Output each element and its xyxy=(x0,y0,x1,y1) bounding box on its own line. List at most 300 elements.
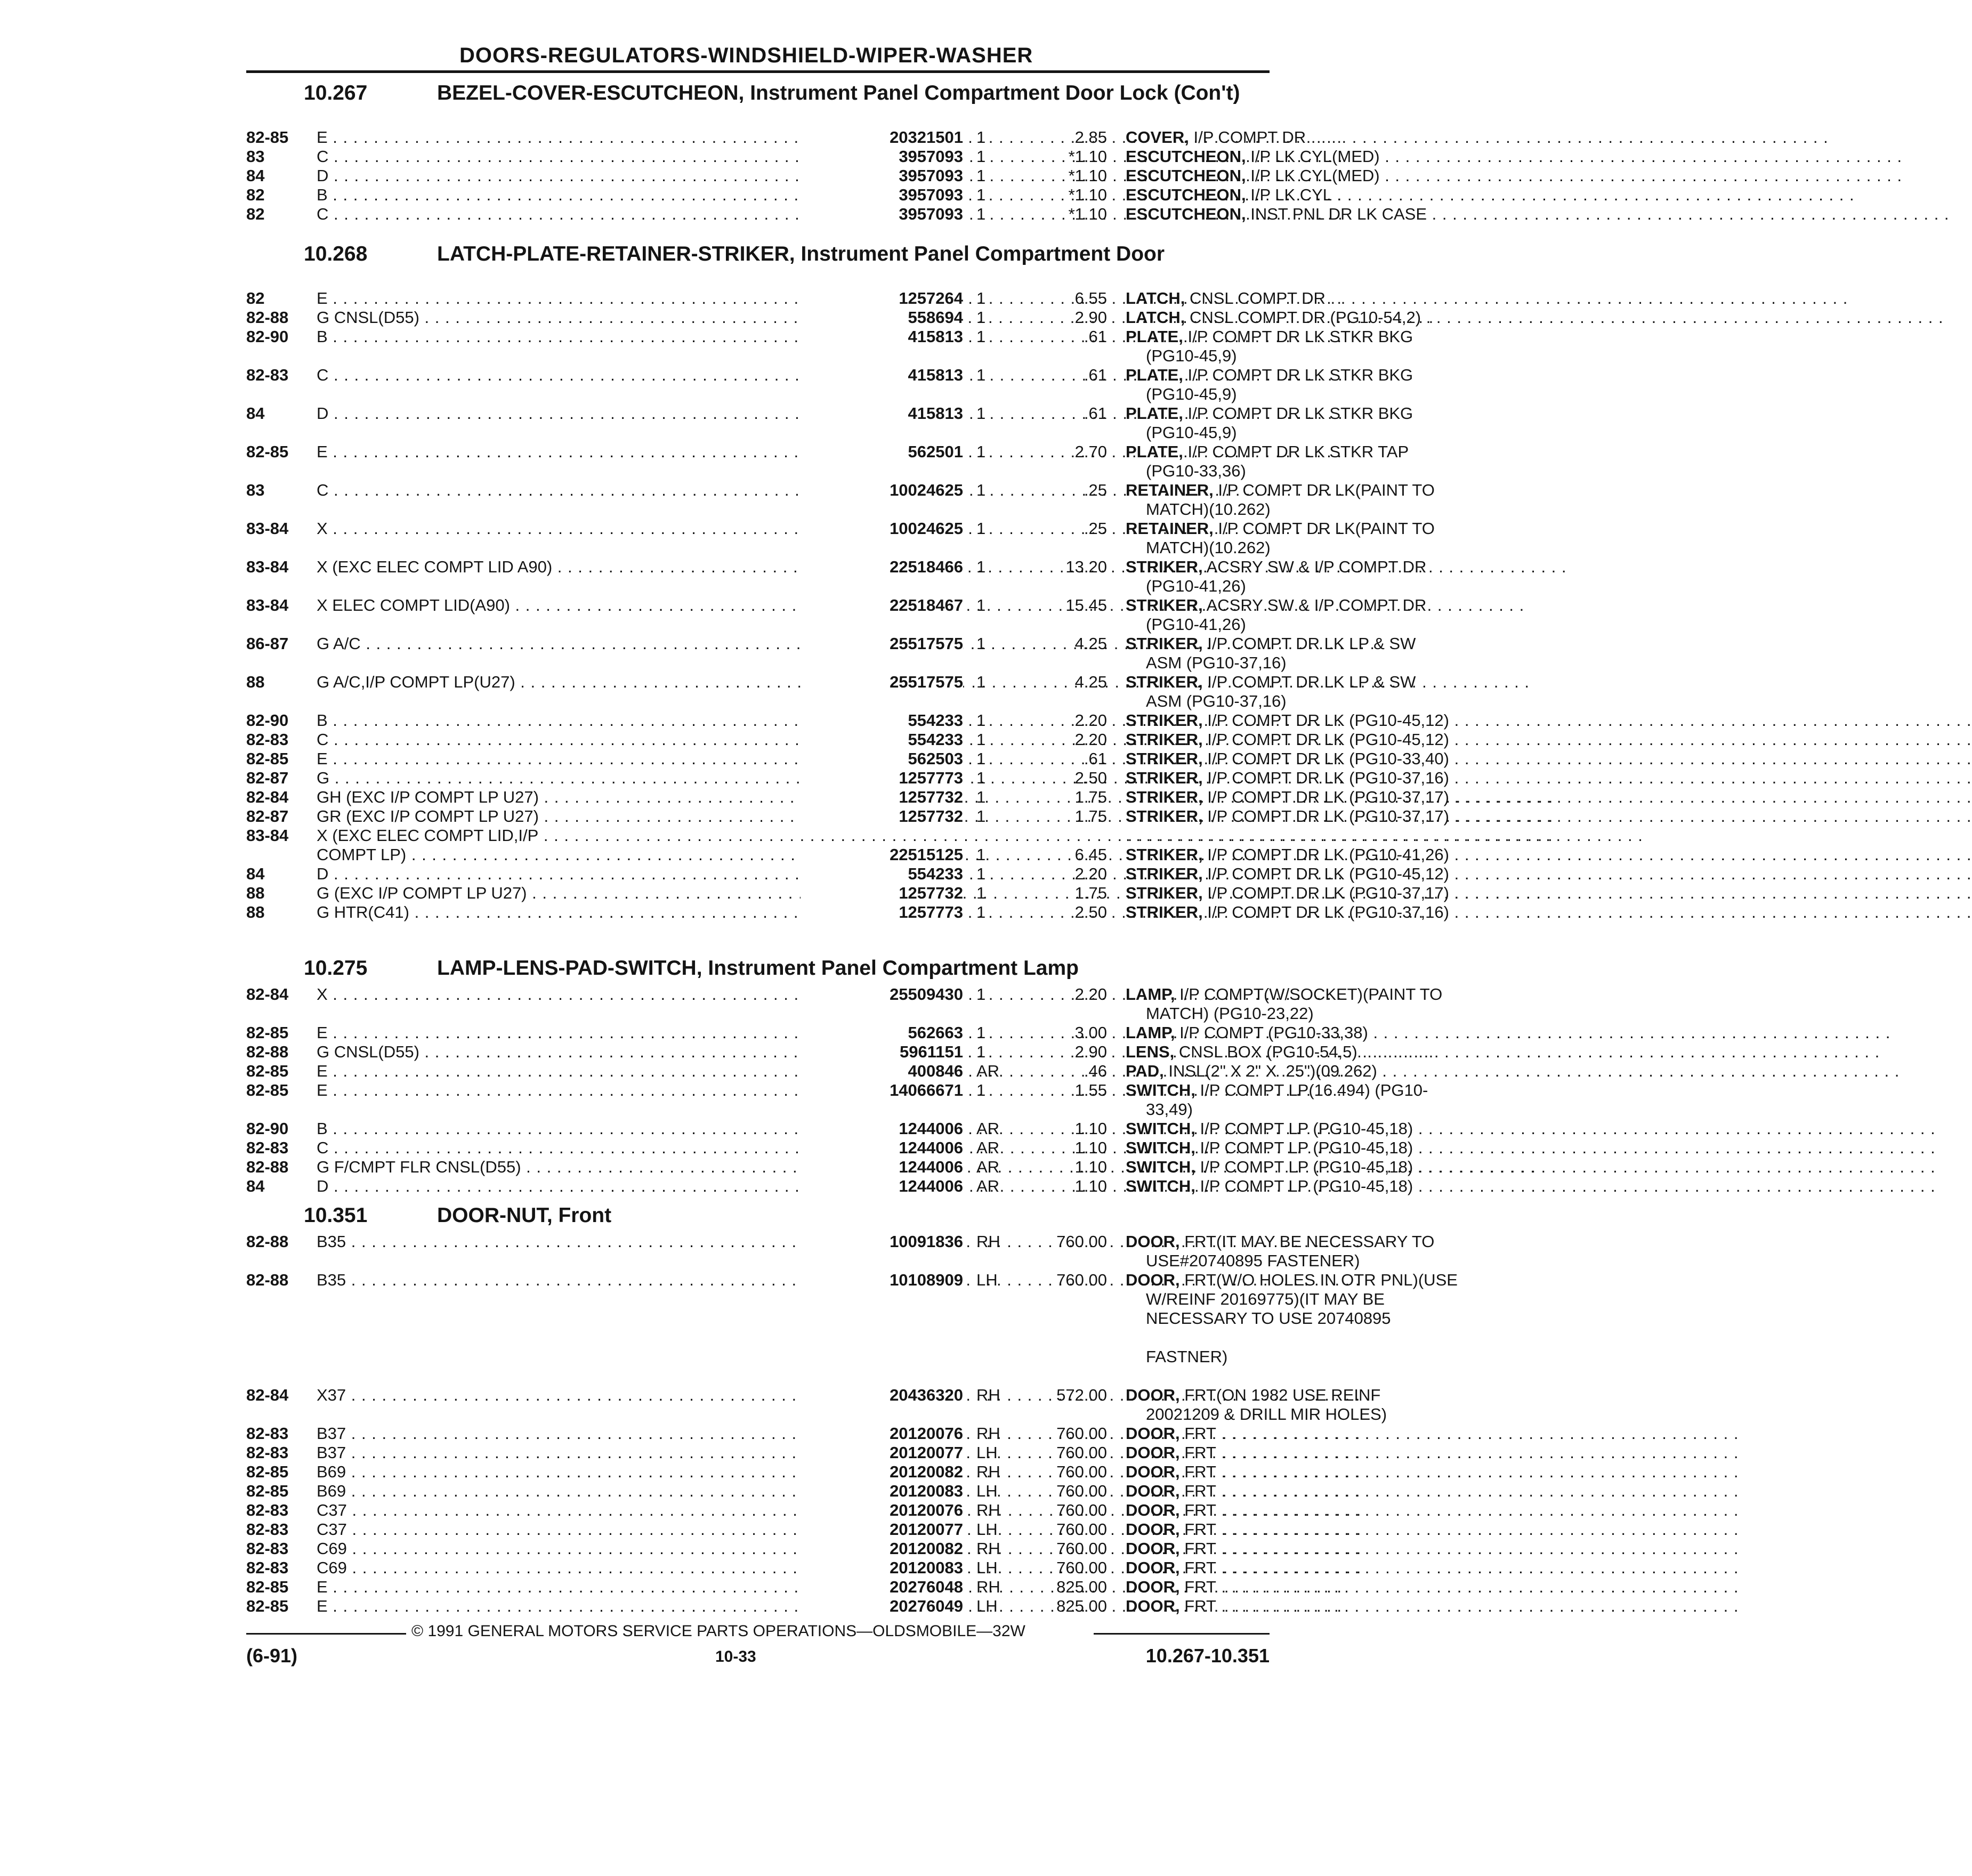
description-text: DOOR, FRT(W/O HOLES IN OTR PNL)(USE xyxy=(1126,1271,1458,1289)
part-description xyxy=(1126,673,1515,711)
description-text: SWITCH, I/P COMPT LP (PG10-45,18) xyxy=(1126,1138,1413,1157)
parts-row xyxy=(246,147,1380,166)
quantity: RH xyxy=(976,1501,1000,1519)
part-number: 1244006 xyxy=(801,1177,963,1196)
quantity: AR xyxy=(976,1119,1000,1138)
part-description xyxy=(1126,1138,1515,1158)
series-code: B37 . . . xyxy=(317,1443,843,1462)
description-text: DOOR, FRT(ON 1982 USE REINF xyxy=(1126,1386,1381,1404)
price: 1.75 xyxy=(1074,884,1107,902)
model-year: 82-83 xyxy=(246,1501,289,1519)
description-continued: MATCH) (PG10-23,22) xyxy=(1146,1004,1314,1023)
parts-row xyxy=(246,730,1449,749)
part-description xyxy=(1126,884,1515,903)
description-text: LATCH, CNSL COMPT DR (PG10-54,2) xyxy=(1126,308,1421,327)
price: .61 xyxy=(1084,404,1107,423)
quantity: 1 xyxy=(976,205,986,223)
description-continued: MATCH)(10.262) xyxy=(1146,500,1271,519)
parts-row xyxy=(246,1023,1368,1042)
price: 572.00 xyxy=(1056,1386,1107,1404)
parts-row xyxy=(246,519,1435,557)
footer-section-range: 10.267-10.351 xyxy=(1145,1645,1270,1667)
part-description xyxy=(1126,596,1515,634)
quantity: 1 xyxy=(976,481,986,499)
part-number: 14066671 xyxy=(801,1081,963,1100)
series-code: B . . . xyxy=(317,185,843,205)
quantity: RH xyxy=(976,1424,1000,1443)
part-number: 20120076 xyxy=(801,1501,963,1520)
price: 13.20 xyxy=(1065,557,1107,576)
series-code: E . . . xyxy=(317,128,843,147)
part-description xyxy=(1126,788,1515,807)
part-description xyxy=(1126,1062,1515,1081)
quantity: RH xyxy=(976,1462,1000,1481)
series-code: E . . . xyxy=(317,1578,843,1597)
part-description xyxy=(1126,404,1515,442)
series-code: C37 . . . xyxy=(317,1501,843,1520)
series-code: E . . . xyxy=(317,1081,843,1100)
parts-row xyxy=(246,1177,1413,1196)
part-description xyxy=(1126,769,1515,788)
series-code: E . . . xyxy=(317,1062,843,1081)
price: 2.85 xyxy=(1074,128,1107,147)
parts-row xyxy=(246,769,1449,788)
model-year: 82-88 xyxy=(246,1271,289,1289)
model-year: 88 xyxy=(246,673,265,691)
parts-row xyxy=(246,1138,1413,1158)
price: 760.00 xyxy=(1056,1482,1107,1500)
model-year: 82-83 xyxy=(246,1558,289,1577)
description-continued: ASM (PG10-37,16) xyxy=(1146,653,1287,672)
page-footer xyxy=(246,1620,1270,1695)
price: 1.75 xyxy=(1074,807,1107,826)
model-year: 82 xyxy=(246,289,265,308)
model-year: 82-83 xyxy=(246,366,289,384)
part-number: 1257264 xyxy=(801,289,963,308)
model-year: 82-83 xyxy=(246,1138,289,1157)
price: 6.55 xyxy=(1074,289,1107,308)
part-description xyxy=(1126,289,1515,308)
model-year: 82-83 xyxy=(246,1443,289,1462)
series-code: C69 . . . xyxy=(317,1558,843,1578)
series-code: E . . . xyxy=(317,442,843,462)
part-number: 1257732 xyxy=(801,807,963,826)
parts-row xyxy=(246,1482,1270,1501)
parts-row xyxy=(246,673,1416,711)
quantity: 1 xyxy=(976,749,986,768)
part-description xyxy=(1126,807,1515,826)
description-text: PLATE, I/P COMPT DR LK STKR BKG xyxy=(1126,366,1413,384)
description-text: STRIKER, I/P COMPT DR LK (PG10-33,40) xyxy=(1126,749,1449,768)
description-text: STRIKER, I/P COMPT DR LK LP & SW xyxy=(1126,673,1416,691)
part-number: 10024625 xyxy=(801,481,963,500)
part-description xyxy=(1126,1501,1515,1520)
quantity: 1 xyxy=(976,404,986,423)
description-text: DOOR, FRT xyxy=(1126,1443,1216,1462)
part-number: 22515125 xyxy=(801,845,963,864)
part-description xyxy=(1126,730,1515,749)
description-text: PLATE, I/P COMPT DR LK STKR BKG xyxy=(1126,327,1413,346)
footer-rule-left xyxy=(246,1633,406,1635)
model-year: 82-87 xyxy=(246,807,289,826)
description-text: ESCUTCHEON, I/P LK CYL xyxy=(1126,185,1332,204)
part-number: 20276048 xyxy=(801,1578,963,1597)
series-code: C . . . xyxy=(317,481,843,500)
price: 2.20 xyxy=(1074,711,1107,730)
section-heading xyxy=(304,84,1284,127)
part-number: 558694 xyxy=(801,308,963,327)
quantity: 1 xyxy=(976,166,986,185)
part-number: 20120076 xyxy=(801,1424,963,1443)
series-code: E . . . xyxy=(317,749,843,769)
parts-row xyxy=(246,289,1326,308)
description-text: STRIKER, I/P COMPT DR LK (PG10-37,16) xyxy=(1126,903,1449,921)
part-number: 3957093 xyxy=(801,166,963,185)
model-year: 83-84 xyxy=(246,519,289,538)
parts-row xyxy=(246,845,1449,864)
part-number: 3957093 xyxy=(801,147,963,166)
parts-row xyxy=(246,1520,1270,1539)
part-number: 1244006 xyxy=(801,1119,963,1138)
quantity: 1 xyxy=(976,985,986,1004)
quantity: RH xyxy=(976,1386,1000,1404)
part-description xyxy=(1126,128,1515,147)
part-number: 25509430 xyxy=(801,985,963,1004)
parts-row xyxy=(246,1158,1413,1177)
part-description xyxy=(1126,826,1515,845)
description-text: DOOR, FRT xyxy=(1126,1424,1216,1443)
series-code: G . . . xyxy=(317,769,843,788)
description-text: LAMP, I/P COMPT(W/SOCKET)(PAINT TO xyxy=(1126,985,1443,1004)
part-description xyxy=(1126,557,1515,596)
parts-row xyxy=(246,1062,1377,1081)
quantity: 1 xyxy=(976,1023,986,1042)
part-number: 20321501 xyxy=(801,128,963,147)
model-year: 82-83 xyxy=(246,730,289,749)
series-code: C . . . xyxy=(317,1138,843,1158)
quantity: LH xyxy=(976,1520,998,1539)
parts-row xyxy=(246,711,1449,730)
model-year: 83-84 xyxy=(246,826,289,845)
description-text: STRIKER, ACSRY SW & I/P COMPT DR xyxy=(1126,596,1427,614)
model-year: 82-90 xyxy=(246,711,289,730)
price: 760.00 xyxy=(1056,1520,1107,1539)
model-year: 82-84 xyxy=(246,1386,289,1404)
quantity: 1 xyxy=(976,185,986,204)
section-title: BEZEL-COVER-ESCUTCHEON, Instrument Panel Compartment Door Lock (Con't) xyxy=(437,82,1240,104)
model-year: 83 xyxy=(246,147,265,166)
quantity: 1 xyxy=(976,788,986,806)
description-text: ESCUTCHEON, I/P LK CYL(MED) xyxy=(1126,166,1380,185)
description-text: STRIKER, I/P COMPT DR LK (PG10-45,12) xyxy=(1126,730,1449,749)
description-text: STRIKER, I/P COMPT DR LK (PG10-45,12) xyxy=(1126,711,1449,730)
parts-row xyxy=(246,128,1306,147)
series-code: B37 . . . xyxy=(317,1424,843,1443)
part-number: 554233 xyxy=(801,730,963,749)
description-text: STRIKER, I/P COMPT DR LK (PG10-37,16) xyxy=(1126,769,1449,787)
part-number: 10091836 xyxy=(801,1232,963,1251)
part-description xyxy=(1126,147,1515,166)
quantity: 1 xyxy=(976,147,986,166)
quantity: 1 xyxy=(976,634,986,653)
price: 760.00 xyxy=(1056,1539,1107,1558)
series-code: B69 . . . xyxy=(317,1482,843,1501)
quantity: 1 xyxy=(976,308,986,327)
quantity: LH xyxy=(976,1443,998,1462)
series-code: C . . . xyxy=(317,205,843,224)
price: 760.00 xyxy=(1056,1271,1107,1289)
series-code: C37 . . . xyxy=(317,1520,843,1539)
series-code: X (EXC ELEC COMPT LID,I/P . . . xyxy=(317,826,843,845)
quantity: AR xyxy=(976,1062,1000,1080)
description-continued: MATCH)(10.262) xyxy=(1146,538,1271,557)
price: *1.10 xyxy=(1068,147,1107,166)
model-year: 84 xyxy=(246,864,265,883)
price: 2.20 xyxy=(1074,864,1107,883)
description-text: DOOR, FRT xyxy=(1126,1558,1216,1577)
price: 760.00 xyxy=(1056,1558,1107,1577)
description-text: STRIKER, I/P COMPT DR LK (PG10-37,17) xyxy=(1126,807,1449,826)
section-number: 10.275 xyxy=(304,957,368,980)
part-description xyxy=(1126,481,1515,519)
price: 2.50 xyxy=(1074,769,1107,787)
part-description xyxy=(1126,1232,1515,1271)
description-continued: NECESSARY TO USE 20740895 xyxy=(1146,1309,1391,1328)
description-text: SWITCH, I/P COMPT LP (PG10-45,18) xyxy=(1126,1119,1413,1138)
quantity: 1 xyxy=(976,442,986,461)
part-number: 20276049 xyxy=(801,1597,963,1616)
description-text: PLATE, I/P COMPT DR LK STKR BKG xyxy=(1126,404,1413,423)
series-code: G A/C,I/P COMPT LP(U27) . . . xyxy=(317,673,843,692)
price: 4.25 xyxy=(1074,634,1107,653)
part-description xyxy=(1126,1119,1515,1138)
part-number: 3957093 xyxy=(801,205,963,224)
part-description xyxy=(1126,1081,1515,1119)
series-code: C69 . . . xyxy=(317,1539,843,1558)
part-description xyxy=(1126,308,1515,327)
quantity: 1 xyxy=(976,903,986,921)
series-code: G CNSL(D55) . . . xyxy=(317,308,843,327)
footer-copyright: © 1991 GENERAL MOTORS SERVICE PARTS OPERATIONS—OLDSMOBILE—32W xyxy=(411,1622,1025,1640)
part-description xyxy=(1126,1347,1515,1386)
description-continued: W/REINF 20169775)(IT MAY BE xyxy=(1146,1290,1385,1308)
part-description xyxy=(1126,1042,1515,1062)
parts-row xyxy=(246,481,1435,519)
description-continued: (PG10-41,26) xyxy=(1146,577,1246,595)
parts-row xyxy=(246,1501,1270,1520)
section-heading xyxy=(304,1204,1284,1231)
part-number: 20120082 xyxy=(801,1539,963,1558)
series-code: E . . . xyxy=(317,289,843,308)
section-title: DOOR-NUT, Front xyxy=(437,1204,612,1227)
description-text: LAMP, I/P COMPT (PG10-33,38) xyxy=(1126,1023,1368,1042)
series-code: X37 . . . xyxy=(317,1386,843,1405)
part-number: 10024625 xyxy=(801,519,963,538)
parts-row xyxy=(246,404,1413,442)
price: .61 xyxy=(1084,366,1107,384)
footer-rule-right xyxy=(1094,1633,1270,1635)
quantity: RH xyxy=(976,1232,1000,1251)
parts-row xyxy=(246,985,1443,1023)
series-code: G HTR(C41) . . . xyxy=(317,903,843,922)
model-year: 82-85 xyxy=(246,1578,289,1596)
series-code: C . . . xyxy=(317,366,843,385)
parts-row xyxy=(246,185,1332,205)
parts-row xyxy=(246,1347,1270,1386)
description-continued: 20021209 & DRILL MIR HOLES) xyxy=(1146,1405,1387,1424)
quantity: 1 xyxy=(976,807,986,826)
model-year: 82-85 xyxy=(246,1462,289,1481)
price: 1.10 xyxy=(1074,1138,1107,1157)
part-description xyxy=(1126,1309,1515,1347)
parts-row xyxy=(246,166,1380,185)
series-code: X ELEC COMPT LID(A90) . . . xyxy=(317,596,843,615)
quantity: RH xyxy=(976,1578,1000,1596)
parts-row xyxy=(246,903,1449,922)
model-year: 82-85 xyxy=(246,1081,289,1099)
quantity: 1 xyxy=(976,289,986,308)
page-header xyxy=(246,44,1270,73)
series-code: D . . . xyxy=(317,166,843,185)
part-number: 3957093 xyxy=(801,185,963,205)
model-year: 82-90 xyxy=(246,327,289,346)
series-code: E . . . xyxy=(317,1023,843,1042)
price: 2.50 xyxy=(1074,903,1107,921)
description-continued: USE#20740895 FASTENER) xyxy=(1146,1251,1360,1270)
part-description xyxy=(1126,845,1515,864)
part-description xyxy=(1126,1424,1515,1443)
description-text: RETAINER, I/P COMPT DR LK(PAINT TO xyxy=(1126,519,1435,538)
model-year: 82-85 xyxy=(246,1023,289,1042)
description-text: COVER, I/P COMPT DR xyxy=(1126,128,1306,147)
model-year: 82-85 xyxy=(246,128,289,147)
price: *1.10 xyxy=(1068,205,1107,223)
series-code: B . . . xyxy=(317,1119,843,1138)
description-text: LATCH, CNSL COMPT DR xyxy=(1126,289,1326,308)
model-year: 83 xyxy=(246,481,265,499)
quantity: 1 xyxy=(976,711,986,730)
footer-page-number: 10-33 xyxy=(715,1648,756,1665)
description-continued: (PG10-45,9) xyxy=(1146,346,1237,365)
part-description xyxy=(1126,749,1515,769)
model-year: 88 xyxy=(246,884,265,902)
parts-row xyxy=(246,1462,1270,1482)
model-year: 82-85 xyxy=(246,1062,289,1080)
part-number: 25517575 xyxy=(801,673,963,692)
model-year: 82-88 xyxy=(246,1232,289,1251)
parts-row xyxy=(246,1309,1391,1347)
part-number: 1244006 xyxy=(801,1158,963,1177)
series-code: G F/CMPT FLR CNSL(D55) . . . xyxy=(317,1158,843,1177)
model-year: 86-87 xyxy=(246,634,289,653)
parts-row xyxy=(246,442,1409,481)
series-code: G CNSL(D55) . . . xyxy=(317,1042,843,1062)
part-description xyxy=(1126,903,1515,922)
quantity: LH xyxy=(976,1597,998,1615)
part-number: 20120077 xyxy=(801,1443,963,1462)
model-year: 83-84 xyxy=(246,557,289,576)
section-title: LATCH-PLATE-RETAINER-STRIKER, Instrument Panel Compartment Door xyxy=(437,242,1165,265)
quantity: AR xyxy=(976,1158,1000,1176)
series-code: X . . . xyxy=(317,985,843,1004)
parts-row xyxy=(246,1597,1270,1616)
price: 1.10 xyxy=(1074,1177,1107,1195)
parts-row xyxy=(246,807,1449,826)
series-code: GR (EXC I/P COMPT LP U27) . . . xyxy=(317,807,843,826)
quantity: 1 xyxy=(976,327,986,346)
description-text: STRIKER, I/P COMPT DR LK (PG10-37,17) xyxy=(1126,884,1449,902)
model-year: 82-83 xyxy=(246,1520,289,1539)
description-text: STRIKER, I/P COMPT DR LK (PG10-37,17) xyxy=(1126,788,1449,806)
parts-row xyxy=(246,1271,1458,1309)
part-description xyxy=(1126,1482,1515,1501)
part-number: 1257732 xyxy=(801,788,963,807)
description-text: DOOR, FRT xyxy=(1126,1462,1216,1481)
price: .61 xyxy=(1084,327,1107,346)
quantity: 1 xyxy=(976,884,986,902)
price: 6.45 xyxy=(1074,845,1107,864)
part-number: 400846 xyxy=(801,1062,963,1081)
part-number: 25517575 xyxy=(801,634,963,653)
quantity: 1 xyxy=(976,730,986,749)
quantity: LH xyxy=(976,1482,998,1500)
series-code: D . . . xyxy=(317,404,843,423)
part-description xyxy=(1126,985,1515,1023)
series-code: D . . . xyxy=(317,1177,843,1196)
part-description xyxy=(1126,519,1515,557)
series-code: G (EXC I/P COMPT LP U27) . . . xyxy=(317,884,843,903)
series-code: B35 . . . xyxy=(317,1271,843,1290)
part-number: 20120077 xyxy=(801,1520,963,1539)
price: 760.00 xyxy=(1056,1424,1107,1443)
price: .61 xyxy=(1084,749,1107,768)
series-code: X (EXC ELEC COMPT LID A90) . . . xyxy=(317,557,843,577)
model-year: 82 xyxy=(246,185,265,204)
price: *1.10 xyxy=(1068,185,1107,204)
model-year: 82-85 xyxy=(246,1597,289,1615)
model-year: 84 xyxy=(246,166,265,185)
part-number: 1257732 xyxy=(801,884,963,903)
parts-row xyxy=(246,1119,1413,1138)
series-code: B35 . . . xyxy=(317,1232,843,1251)
description-text: ESCUTCHEON, I/P LK CYL(MED) xyxy=(1126,147,1380,166)
part-description xyxy=(1126,442,1515,481)
description-text: STRIKER, I/P COMPT DR LK (PG10-45,12) xyxy=(1126,864,1449,883)
part-description xyxy=(1126,1597,1515,1616)
quantity: 1 xyxy=(976,128,986,147)
series-code: B . . . xyxy=(317,711,843,730)
description-text: STRIKER, ACSRY SW & I/P COMPT DR xyxy=(1126,557,1427,576)
description-text: ESCUTCHEON, INST PNL DR LK CASE xyxy=(1126,205,1427,223)
model-year: 82-88 xyxy=(246,1158,289,1176)
part-description xyxy=(1126,1558,1515,1578)
part-description xyxy=(1126,185,1515,205)
part-number: 1244006 xyxy=(801,1138,963,1158)
part-number: 562663 xyxy=(801,1023,963,1042)
section-heading xyxy=(304,959,1284,984)
footer-date: (6-91) xyxy=(246,1645,298,1667)
description-text: LENS, CNSL BOX (PG10-54,5) xyxy=(1126,1042,1357,1061)
model-year: 82-83 xyxy=(246,1424,289,1443)
price: 1.75 xyxy=(1074,788,1107,806)
parts-row xyxy=(246,308,1421,327)
parts-row xyxy=(246,366,1413,404)
section-number: 10.351 xyxy=(304,1204,368,1227)
part-number: 562503 xyxy=(801,749,963,769)
quantity: 1 xyxy=(976,519,986,538)
parts-row xyxy=(246,327,1413,366)
parts-row xyxy=(246,1578,1270,1597)
